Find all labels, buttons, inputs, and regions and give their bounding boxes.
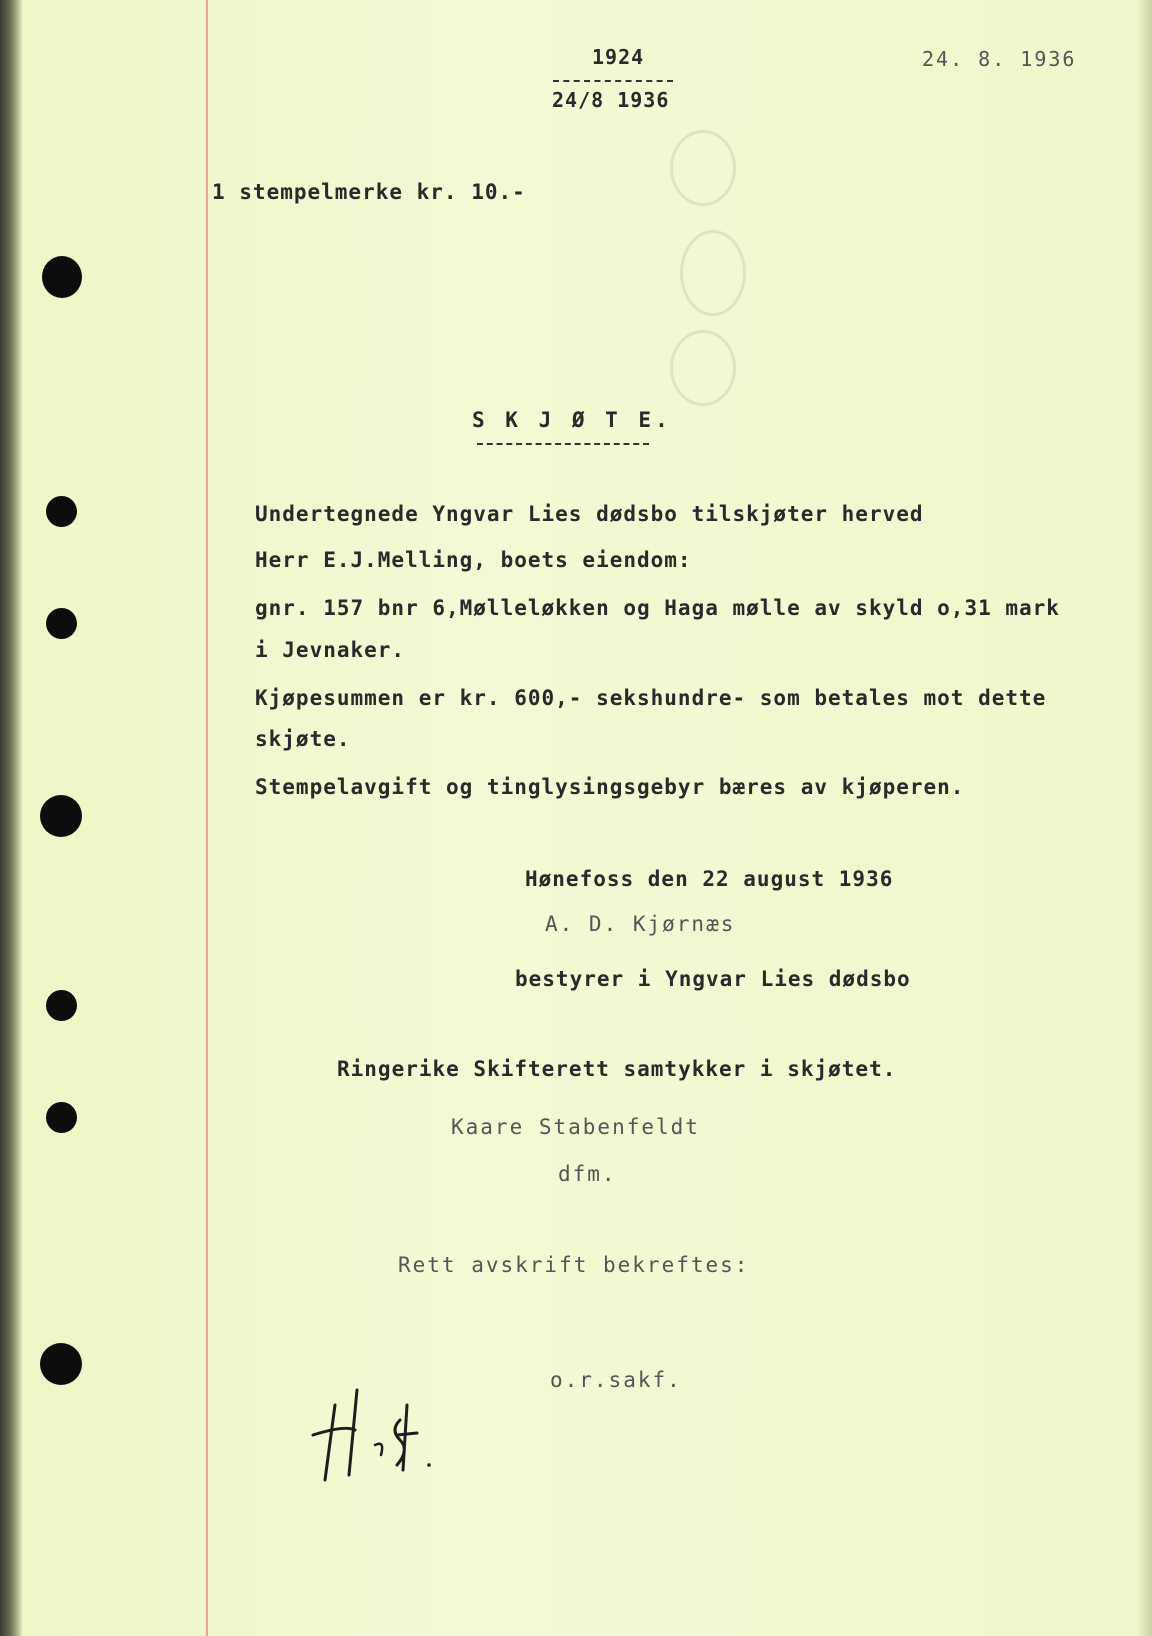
handwritten-signature — [305, 1385, 445, 1495]
registration-stamp-date: 24. 8. 1936 — [922, 47, 1077, 71]
ghost-stamp-mark — [680, 230, 746, 316]
signer-name: A. D. Kjørnæs — [545, 912, 736, 936]
body-line: i Jevnaker. — [255, 638, 406, 662]
certifier-title: o.r.sakf. — [550, 1368, 682, 1392]
body-line: skjøte. — [255, 727, 351, 751]
binder-hole — [46, 1102, 77, 1133]
court-signer-name: Kaare Stabenfeldt — [451, 1115, 700, 1139]
binder-hole — [46, 608, 77, 639]
court-signer-title: dfm. — [558, 1162, 617, 1186]
signer-role: bestyrer i Yngvar Lies dødsbo — [515, 967, 911, 991]
body-line: gnr. 157 bnr 6,Mølleløkken og Haga mølle av skyld o,31 mark — [255, 596, 1060, 620]
header-dashed-rule — [553, 80, 673, 82]
body-line: Herr E.J.Melling, boets eiendom: — [255, 548, 692, 572]
document-number: 1924 — [592, 45, 645, 69]
court-consent: Ringerike Skifterett samtykker i skjøtet. — [337, 1057, 897, 1081]
binder-hole — [42, 256, 82, 298]
stamp-fee-line: 1 stempelmerke kr. 10.- — [212, 180, 526, 204]
title-dashed-rule — [477, 443, 649, 445]
binder-hole — [40, 795, 82, 837]
body-line: Kjøpesummen er kr. 600,- sekshundre- som betales mot dette — [255, 686, 1047, 710]
document-date: 24/8 1936 — [552, 88, 670, 112]
ghost-stamp-mark — [670, 330, 736, 406]
binder-hole — [46, 990, 77, 1021]
body-line: Stempelavgift og tinglysingsgebyr bæres av kjøperen. — [255, 775, 965, 799]
scan-edge-left — [0, 0, 22, 1636]
binder-hole — [46, 496, 77, 527]
binder-hole — [40, 1343, 82, 1385]
ghost-stamp-mark — [670, 130, 736, 206]
place-and-date: Hønefoss den 22 august 1936 — [525, 867, 894, 891]
certification-line: Rett avskrift bekreftes: — [398, 1253, 750, 1277]
margin-rule — [206, 0, 208, 1636]
body-line: Undertegnede Yngvar Lies dødsbo tilskjøter herved — [255, 502, 924, 526]
scan-edge-right — [1138, 0, 1152, 1636]
document-title: S K J Ø T E. — [472, 408, 672, 432]
